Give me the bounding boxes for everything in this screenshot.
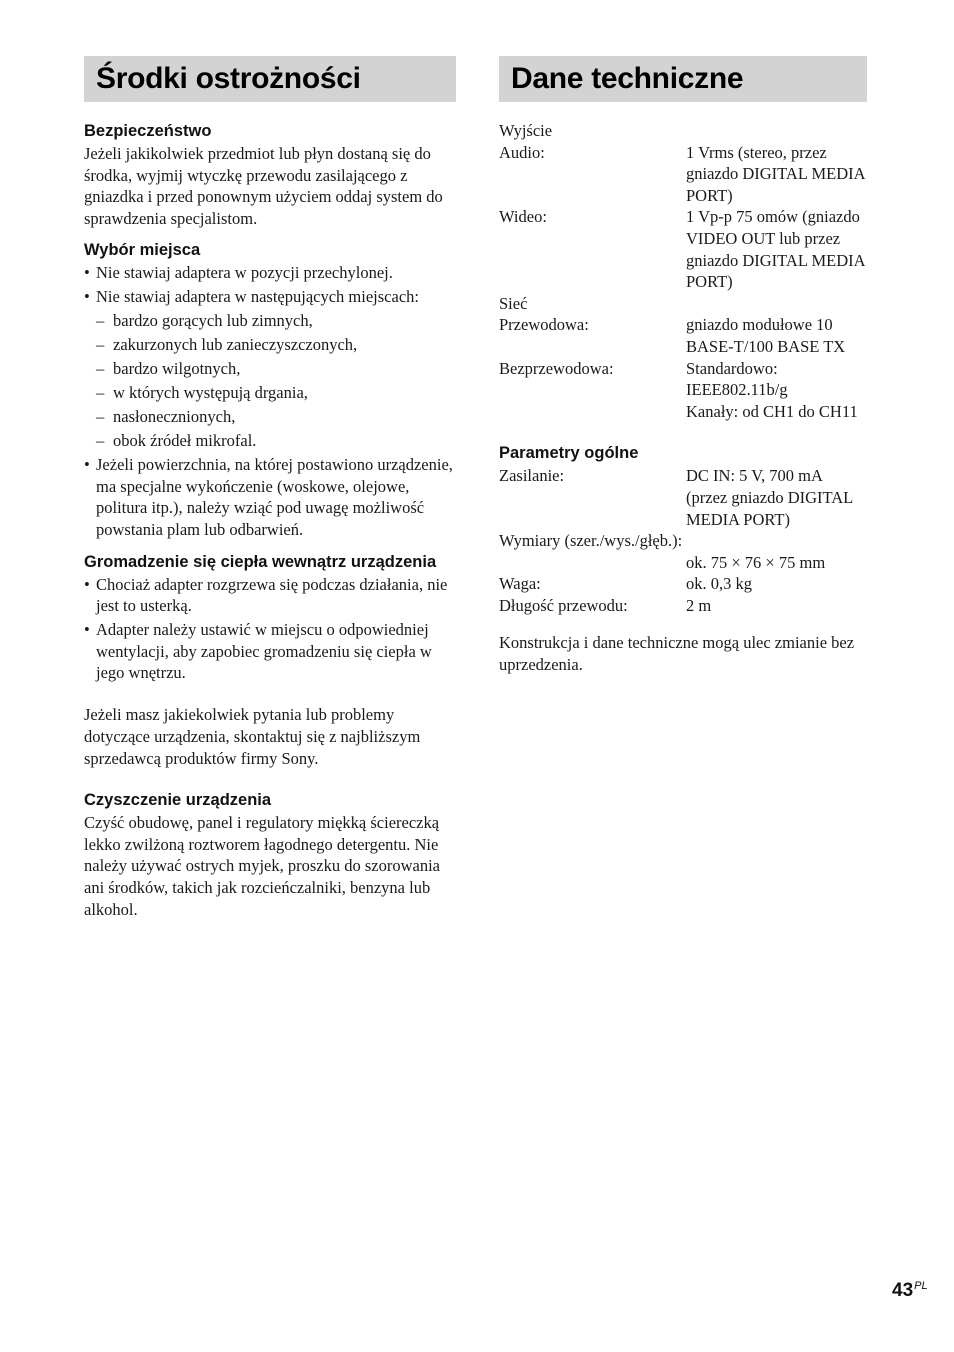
heat-list	[84, 574, 456, 684]
list-item: • Chociaż adapter rozgrzewa się podczas działania, nie jest to usterką.	[84, 574, 456, 617]
cable-label: Długość przewodu:	[499, 595, 628, 615]
left-column	[84, 56, 456, 920]
spec-row-output	[499, 120, 867, 142]
list-item: – bardzo wilgotnych,	[84, 358, 456, 380]
power-label: Zasilanie:	[499, 466, 565, 486]
spec-row-wireless	[499, 358, 867, 423]
spec-row-network	[499, 293, 867, 315]
list-item: – nasłonecznionych,	[84, 406, 456, 428]
spec-row-weight	[499, 573, 867, 595]
network-label: Sieć	[499, 293, 528, 313]
heat-section	[84, 551, 456, 684]
spec-row-wired	[499, 314, 867, 357]
safety-heading: Bezpieczeństwo	[84, 122, 212, 140]
cleaning-section	[84, 789, 456, 920]
placement-section	[84, 239, 456, 540]
list-item: – zakurzonych lub zanieczyszczonych,	[84, 334, 456, 356]
specs-table	[499, 120, 867, 422]
spec-row-dimensions-value	[499, 552, 867, 574]
cleaning-heading: Czyszczenie urządzenia	[84, 791, 272, 810]
spec-row-dimensions	[499, 530, 867, 552]
spec-row-cable	[499, 595, 867, 617]
spec-row-power	[499, 465, 867, 530]
right-column	[499, 56, 867, 676]
list-item: • Nie stawiaj adaptera w następujących miejscach:	[84, 286, 456, 308]
specs-banner	[499, 56, 867, 102]
list-item: • Adapter należy ustawić w miejscu o odpowiedniej wentylacji, aby zapobiec gromadzeniu się ciepła w jego wnętrzu.	[84, 619, 456, 684]
list-item: – w których występują drgania,	[84, 382, 456, 404]
list-item: – bardzo gorących lub zimnych,	[84, 310, 456, 332]
contact-text: Jeżeli masz jakiekolwiek pytania lub problemy dotyczące urządzenia, skontaktuj się z najbliższym sprzedawcą produktów firmy Sony.	[84, 705, 421, 768]
list-item: • Nie stawiaj adaptera w pozycji przechylonej.	[84, 262, 456, 284]
cleaning-text: Czyść obudowę, panel i regulatory miękką ściereczką lekko zwilżoną roztworem łagodnego detergentu. Nie należy używać ostrych myjek, proszku do szorowania ani środków, takich jak rozcieńczalniki, benzyna lub alkohol.	[84, 813, 441, 919]
safety-section	[84, 120, 456, 229]
safety-text: Jeżeli jakikolwiek przedmiot lub płyn dostaną się do środka, wyjmij wtyczkę przewodu zasilającego z gniazdka i przed ponownym użyciem oddaj system do sprawdzenia specjalistom.	[84, 144, 443, 228]
dimensions-label: Wymiary (szer./wys./głęb.):	[499, 531, 683, 551]
list-item: • Jeżeli powierzchnia, na której postawiono urządzenie, ma specjalne wykończenie (woskowe, olejowe, politura itp.), należy wziąć pod uwagę możliwość powstania plam lub odbarwień.	[84, 454, 456, 540]
spec-row-audio	[499, 142, 867, 207]
page-language-suffix: PL	[914, 1280, 928, 1292]
placement-heading: Wybór miejsca	[84, 241, 201, 260]
audio-value: 1 Vrms (stereo, przez gniazdo DIGITAL MEDIA PORT)	[686, 142, 865, 205]
specs-note: Konstrukcja i dane techniczne mogą ulec zmianie bez uprzedzenia.	[499, 633, 855, 675]
general-section	[499, 442, 867, 616]
heat-heading: Gromadzenie się ciepła wewnątrz urządzenia	[84, 552, 437, 571]
wireless-value	[686, 358, 867, 423]
wired-value: gniazdo modułowe 10 BASE-T/100 BASE TX	[686, 315, 846, 356]
precautions-banner	[84, 56, 456, 102]
dimensions-value: ok. 75 × 76 × 75 mm	[686, 552, 826, 572]
spec-row-video	[499, 206, 867, 292]
wireless-standard: Standardowo: IEEE802.11b/g	[686, 358, 788, 400]
wired-label: Przewodowa:	[499, 315, 589, 335]
general-heading: Parametry ogólne	[499, 444, 639, 463]
wireless-label: Bezprzewodowa:	[499, 358, 614, 378]
weight-label: Waga:	[499, 574, 541, 594]
output-label: Wyjście	[499, 121, 553, 140]
power-value: DC IN: 5 V, 700 mA (przez gniazdo DIGITAL MEDIA PORT)	[686, 466, 853, 529]
placement-list	[84, 262, 456, 540]
cable-value: 2 m	[686, 595, 712, 615]
audio-label: Audio:	[499, 142, 545, 162]
page-number-value: 43	[892, 1280, 914, 1301]
list-item: – obok źródeł mikrofal.	[84, 430, 456, 452]
weight-value: ok. 0,3 kg	[686, 574, 752, 594]
video-label: Wideo:	[499, 207, 547, 227]
video-value: 1 Vp-p 75 omów (gniazdo VIDEO OUT lub przez gniazdo DIGITAL MEDIA PORT)	[686, 207, 865, 292]
precautions-title: Środki ostrożności	[96, 62, 361, 95]
page-number	[892, 1280, 928, 1302]
wireless-channels: Kanały: od CH1 do CH11	[686, 401, 858, 421]
specs-title: Dane techniczne	[511, 62, 744, 95]
